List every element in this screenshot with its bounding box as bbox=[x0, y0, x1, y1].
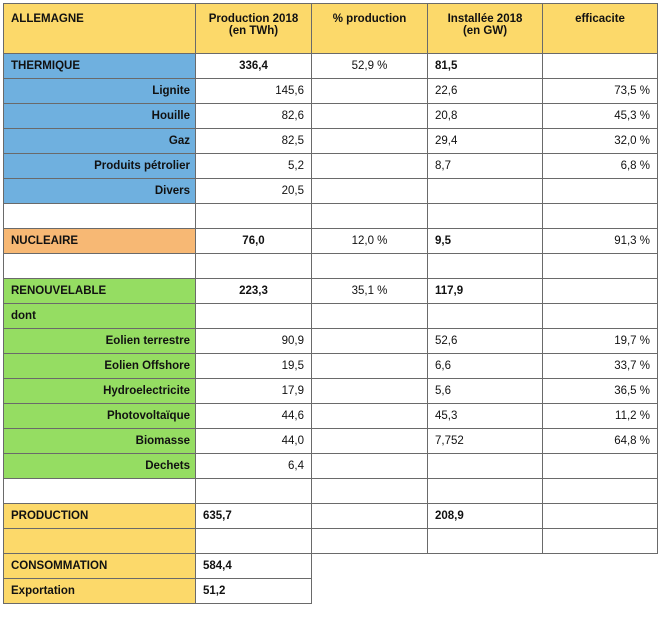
table-row bbox=[4, 179, 658, 204]
pct-value bbox=[312, 329, 428, 354]
pct-value bbox=[312, 354, 428, 379]
pct-value: 52,9 % bbox=[312, 54, 428, 79]
spacer-row bbox=[4, 479, 658, 504]
sub-label: Lignite bbox=[4, 79, 196, 104]
category-label: THERMIQUE bbox=[4, 54, 196, 79]
production-value: 145,6 bbox=[196, 79, 312, 104]
efficiency-value: 11,2 % bbox=[543, 404, 658, 429]
production-value: 336,4 bbox=[196, 54, 312, 79]
category-label: PRODUCTION bbox=[4, 504, 196, 529]
table-row bbox=[4, 304, 658, 329]
sub-label: Divers bbox=[4, 179, 196, 204]
table-row bbox=[4, 429, 658, 454]
efficiency-value: 36,5 % bbox=[543, 379, 658, 404]
table-row bbox=[4, 554, 658, 579]
energy-table bbox=[3, 3, 658, 604]
installed-value: 7,752 bbox=[428, 429, 543, 454]
pct-value: 12,0 % bbox=[312, 229, 428, 254]
sub-label: Produits pétrolier bbox=[4, 154, 196, 179]
table-row bbox=[4, 329, 658, 354]
dont-label: dont bbox=[4, 304, 196, 329]
table-row bbox=[4, 229, 658, 254]
efficiency-value bbox=[543, 454, 658, 479]
production-value: 82,6 bbox=[196, 104, 312, 129]
table-row bbox=[4, 154, 658, 179]
production-value: 44,0 bbox=[196, 429, 312, 454]
table-row bbox=[4, 104, 658, 129]
pct-value: 35,1 % bbox=[312, 279, 428, 304]
efficiency-value: 73,5 % bbox=[543, 79, 658, 104]
table-row bbox=[4, 354, 658, 379]
production-value: 44,6 bbox=[196, 404, 312, 429]
installed-header: Installée 2018 (en GW) bbox=[428, 4, 543, 54]
category-label: RENOUVELABLE bbox=[4, 279, 196, 304]
pct-value bbox=[312, 179, 428, 204]
sub-label: Photovoltaïque bbox=[4, 404, 196, 429]
category-label: Exportation bbox=[4, 579, 196, 604]
efficiency-header: efficacite bbox=[543, 4, 658, 54]
production-value: 17,9 bbox=[196, 379, 312, 404]
efficiency-value: 45,3 % bbox=[543, 104, 658, 129]
efficiency-value: 33,7 % bbox=[543, 354, 658, 379]
table-row bbox=[4, 504, 658, 529]
efficiency-value: 64,8 % bbox=[543, 429, 658, 454]
installed-value: 5,6 bbox=[428, 379, 543, 404]
installed-value: 8,7 bbox=[428, 154, 543, 179]
efficiency-value: 91,3 % bbox=[543, 229, 658, 254]
sub-label: Biomasse bbox=[4, 429, 196, 454]
installed-value: 208,9 bbox=[428, 504, 543, 529]
pct-value bbox=[312, 79, 428, 104]
production-value: 76,0 bbox=[196, 229, 312, 254]
production-value: 90,9 bbox=[196, 329, 312, 354]
sub-label: Hydroelectricite bbox=[4, 379, 196, 404]
installed-value: 9,5 bbox=[428, 229, 543, 254]
efficiency-value bbox=[543, 54, 658, 79]
installed-value: 81,5 bbox=[428, 54, 543, 79]
header-row bbox=[4, 4, 658, 54]
efficiency-value: 32,0 % bbox=[543, 129, 658, 154]
table-row bbox=[4, 279, 658, 304]
installed-value: 22,6 bbox=[428, 79, 543, 104]
sub-label: Houille bbox=[4, 104, 196, 129]
table-row bbox=[4, 454, 658, 479]
production-value: 635,7 bbox=[196, 504, 312, 529]
table-row bbox=[4, 54, 658, 79]
efficiency-value: 19,7 % bbox=[543, 329, 658, 354]
installed-value bbox=[428, 454, 543, 479]
production-value: 51,2 bbox=[196, 579, 312, 604]
installed-value: 117,9 bbox=[428, 279, 543, 304]
production-value: 19,5 bbox=[196, 354, 312, 379]
category-label: NUCLEAIRE bbox=[4, 229, 196, 254]
production-value: 223,3 bbox=[196, 279, 312, 304]
production-value: 20,5 bbox=[196, 179, 312, 204]
pct-header: % production bbox=[312, 4, 428, 54]
installed-value: 29,4 bbox=[428, 129, 543, 154]
pct-value bbox=[312, 154, 428, 179]
country-header: ALLEMAGNE bbox=[4, 4, 196, 54]
sub-label: Gaz bbox=[4, 129, 196, 154]
spacer-row bbox=[4, 254, 658, 279]
pct-value bbox=[312, 129, 428, 154]
production-value: 5,2 bbox=[196, 154, 312, 179]
table-row bbox=[4, 579, 658, 604]
installed-value: 20,8 bbox=[428, 104, 543, 129]
pct-value bbox=[312, 379, 428, 404]
efficiency-value: 6,8 % bbox=[543, 154, 658, 179]
production-value: 82,5 bbox=[196, 129, 312, 154]
pct-value bbox=[312, 104, 428, 129]
efficiency-value bbox=[543, 279, 658, 304]
production-header: Production 2018 (en TWh) bbox=[196, 4, 312, 54]
efficiency-value bbox=[543, 179, 658, 204]
sub-label: Dechets bbox=[4, 454, 196, 479]
category-label: CONSOMMATION bbox=[4, 554, 196, 579]
sub-label: Eolien Offshore bbox=[4, 354, 196, 379]
installed-value: 45,3 bbox=[428, 404, 543, 429]
installed-value: 6,6 bbox=[428, 354, 543, 379]
table-row bbox=[4, 129, 658, 154]
spacer-row bbox=[4, 204, 658, 229]
spacer-row bbox=[4, 529, 658, 554]
production-value: 6,4 bbox=[196, 454, 312, 479]
table-row bbox=[4, 404, 658, 429]
pct-value bbox=[312, 404, 428, 429]
pct-value bbox=[312, 429, 428, 454]
pct-value bbox=[312, 454, 428, 479]
installed-value bbox=[428, 179, 543, 204]
installed-value: 52,6 bbox=[428, 329, 543, 354]
table-row bbox=[4, 379, 658, 404]
table-row bbox=[4, 79, 658, 104]
sub-label: Eolien terrestre bbox=[4, 329, 196, 354]
production-value: 584,4 bbox=[196, 554, 312, 579]
